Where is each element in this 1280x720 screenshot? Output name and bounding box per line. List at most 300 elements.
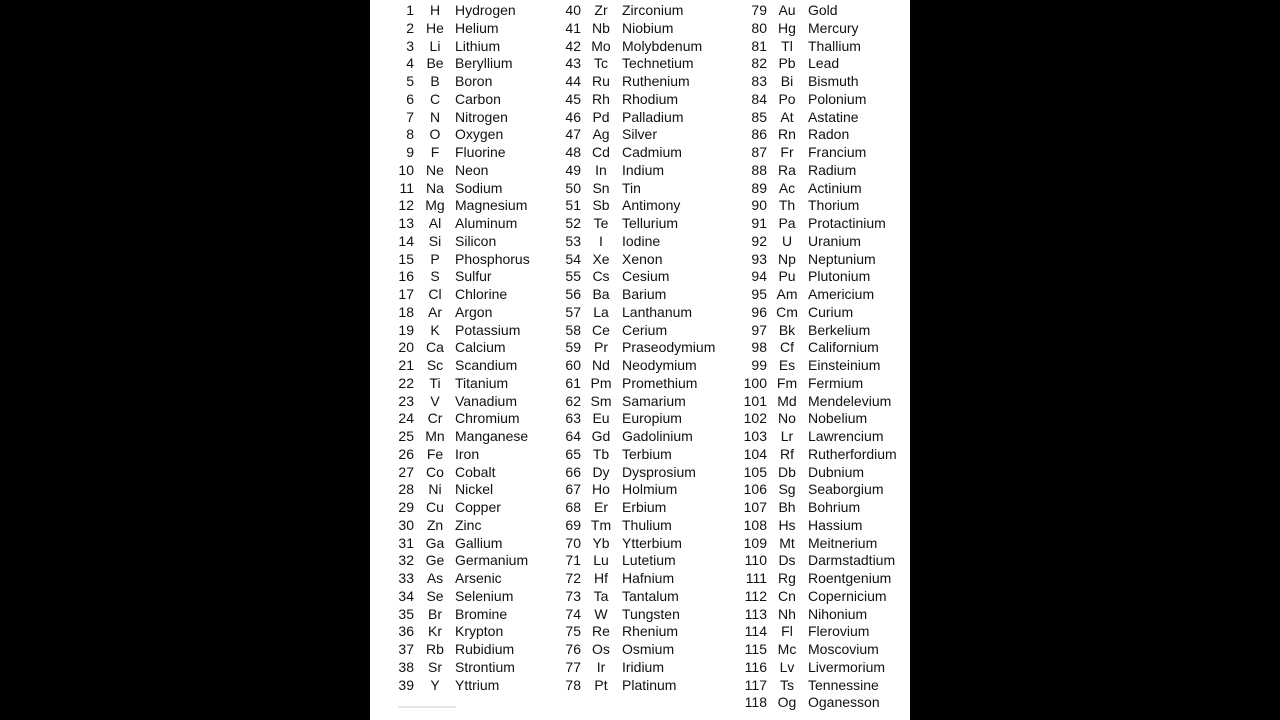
element-column-2 <box>538 2 728 694</box>
element-row <box>725 641 910 659</box>
element-name: Astatine <box>808 108 859 125</box>
element-row <box>538 20 728 38</box>
element-name: Niobium <box>622 19 674 36</box>
element-symbol: Cd <box>592 144 610 160</box>
element-row <box>370 180 550 198</box>
atomic-number: 62 <box>565 392 581 409</box>
element-name: Rhenium <box>622 623 679 640</box>
element-row <box>370 641 550 659</box>
element-symbol: Tl <box>781 37 793 54</box>
atomic-number: 44 <box>565 73 581 89</box>
atomic-number: 45 <box>565 90 581 107</box>
atomic-number: 69 <box>565 516 581 533</box>
element-row <box>538 375 728 393</box>
element-row <box>370 535 550 553</box>
element-row <box>370 428 550 446</box>
atomic-number: 39 <box>398 676 414 693</box>
element-row <box>725 286 910 304</box>
element-row <box>370 606 550 624</box>
atomic-number: 105 <box>743 463 767 480</box>
element-symbol: Yb <box>592 534 610 551</box>
element-name: Gadolinium <box>622 428 693 444</box>
atomic-number: 113 <box>744 605 767 622</box>
element-symbol: Pt <box>594 676 608 693</box>
element-name: Fermium <box>808 374 864 391</box>
element-row <box>725 428 910 446</box>
element-name: Germanium <box>455 552 529 569</box>
atomic-number: 28 <box>398 481 414 498</box>
atomic-number: 78 <box>565 676 581 693</box>
element-row <box>370 446 550 464</box>
element-name: Americium <box>808 286 875 302</box>
element-name: Praseodymium <box>622 339 716 356</box>
element-symbol: V <box>430 392 440 409</box>
element-row <box>725 38 910 56</box>
atomic-number: 66 <box>565 463 581 480</box>
atomic-number: 102 <box>743 410 767 427</box>
element-name: Copper <box>455 499 501 515</box>
element-symbol: Cl <box>428 286 442 302</box>
atomic-number: 15 <box>398 250 414 267</box>
atomic-number: 81 <box>751 37 767 54</box>
element-row <box>538 286 728 304</box>
element-symbol: Te <box>593 215 609 231</box>
atomic-number: 97 <box>751 321 767 338</box>
element-symbol: Og <box>777 694 797 711</box>
element-name: Thallium <box>808 37 861 54</box>
element-name: Titanium <box>455 374 509 391</box>
atomic-number: 80 <box>751 19 767 36</box>
atomic-number: 21 <box>398 357 414 373</box>
element-row <box>725 659 910 677</box>
element-name: Helium <box>455 19 499 36</box>
element-symbol: Rg <box>778 570 796 586</box>
element-row <box>538 410 728 428</box>
element-symbol: Bi <box>780 73 794 89</box>
element-row <box>538 570 728 588</box>
element-symbol: Ca <box>426 339 444 356</box>
element-row <box>725 517 910 535</box>
element-symbol: Ce <box>592 321 610 338</box>
element-symbol: Cn <box>778 587 796 604</box>
element-name: Potassium <box>455 321 521 338</box>
element-name: Sodium <box>455 179 503 196</box>
atomic-number: 8 <box>406 126 414 143</box>
element-row <box>370 677 550 695</box>
element-row <box>538 144 728 162</box>
element-name: Zinc <box>455 516 482 533</box>
element-symbol: Ti <box>429 374 441 391</box>
element-row <box>370 623 550 641</box>
element-row <box>370 588 550 606</box>
element-symbol: Mn <box>425 428 445 444</box>
atomic-number: 5 <box>406 73 414 89</box>
atomic-number: 52 <box>565 215 581 231</box>
atomic-number: 110 <box>744 552 767 569</box>
element-symbol: Fl <box>781 623 793 640</box>
element-name: Yttrium <box>455 676 500 693</box>
element-name: Palladium <box>622 108 684 125</box>
atomic-number: 24 <box>398 410 414 427</box>
element-name: Strontium <box>455 658 515 675</box>
element-symbol: Cu <box>426 499 444 515</box>
atomic-number: 98 <box>751 339 767 356</box>
element-symbol: S <box>430 268 440 285</box>
element-name: Zirconium <box>622 2 684 18</box>
element-symbol: Ba <box>592 286 610 302</box>
element-row <box>370 464 550 482</box>
element-name: Arsenic <box>455 570 502 586</box>
element-name: Xenon <box>622 250 663 267</box>
atomic-number: 23 <box>398 392 414 409</box>
element-row <box>725 357 910 375</box>
element-name: Rutherfordium <box>808 445 897 462</box>
element-name: Radium <box>808 161 857 178</box>
element-row <box>538 464 728 482</box>
element-name: Thulium <box>622 516 672 533</box>
atomic-number: 117 <box>744 676 767 693</box>
atomic-number: 41 <box>565 19 581 36</box>
atomic-number: 88 <box>751 161 767 178</box>
element-symbol: Mt <box>779 534 795 551</box>
atomic-number: 109 <box>743 534 767 551</box>
element-symbol: Th <box>778 197 796 214</box>
element-row <box>370 322 550 340</box>
atomic-number: 94 <box>751 268 767 285</box>
element-row <box>725 322 910 340</box>
element-name: Silicon <box>455 232 497 249</box>
element-symbol: Ne <box>426 161 444 178</box>
atomic-number: 73 <box>565 587 581 604</box>
element-name: Neon <box>455 161 489 178</box>
element-name: Nihonium <box>808 605 868 622</box>
element-symbol: Ds <box>778 552 796 569</box>
atomic-number: 10 <box>398 161 414 178</box>
element-symbol: Lr <box>780 428 794 444</box>
atomic-number: 17 <box>398 286 414 302</box>
atomic-number: 9 <box>406 144 414 160</box>
atomic-number: 89 <box>751 179 767 196</box>
element-name: Platinum <box>622 676 677 693</box>
atomic-number: 67 <box>565 481 581 498</box>
element-row <box>370 570 550 588</box>
element-name: Oxygen <box>455 126 504 143</box>
element-row <box>725 55 910 73</box>
element-name: Manganese <box>455 428 529 444</box>
element-name: Tin <box>622 179 641 196</box>
element-row <box>370 357 550 375</box>
element-name: Osmium <box>622 641 675 657</box>
faint-mark <box>398 706 456 708</box>
element-name: Dubnium <box>808 463 865 480</box>
atomic-number: 34 <box>398 587 414 604</box>
element-row <box>538 73 728 91</box>
element-row <box>538 2 728 20</box>
element-name: Seaborgium <box>808 481 884 498</box>
element-name: Roentgenium <box>808 570 892 586</box>
element-symbol: Br <box>428 605 442 622</box>
element-row <box>538 677 728 695</box>
element-name: Nitrogen <box>455 108 508 125</box>
element-row <box>538 126 728 144</box>
atomic-number: 112 <box>744 587 767 604</box>
atomic-number: 13 <box>398 215 414 231</box>
element-symbol: Pr <box>594 339 608 356</box>
atomic-number: 99 <box>751 357 767 373</box>
element-row <box>538 162 728 180</box>
element-row <box>538 91 728 109</box>
atomic-number: 38 <box>398 658 414 675</box>
element-name: Cesium <box>622 268 670 285</box>
element-symbol: Ge <box>425 552 445 569</box>
atomic-number: 118 <box>744 694 767 711</box>
atomic-number: 79 <box>751 2 767 18</box>
element-name: Tellurium <box>622 215 679 231</box>
element-list-page <box>370 0 910 720</box>
element-name: Barium <box>622 286 667 302</box>
element-symbol: Se <box>426 587 444 604</box>
element-symbol: F <box>430 144 440 160</box>
element-row <box>725 552 910 570</box>
element-name: Lead <box>808 55 840 72</box>
element-row <box>538 499 728 517</box>
element-column-3 <box>725 2 910 712</box>
atomic-number: 65 <box>565 445 581 462</box>
element-symbol: Eu <box>592 410 610 427</box>
element-symbol: Ts <box>780 676 794 693</box>
element-symbol: Na <box>426 179 444 196</box>
atomic-number: 107 <box>743 499 767 515</box>
element-name: Holmium <box>622 481 678 498</box>
atomic-number: 82 <box>751 55 767 72</box>
atomic-number: 64 <box>565 428 581 444</box>
element-symbol: Cf <box>780 339 794 356</box>
element-name: Rubidium <box>455 641 515 657</box>
element-row <box>370 109 550 127</box>
element-name: Scandium <box>455 357 518 373</box>
element-symbol: Gd <box>591 428 611 444</box>
atomic-number: 77 <box>565 658 581 675</box>
element-name: Tantalum <box>622 587 679 604</box>
atomic-number: 106 <box>743 481 767 498</box>
element-symbol: Xe <box>592 250 610 267</box>
element-symbol: Sg <box>778 481 796 498</box>
element-row <box>538 38 728 56</box>
atomic-number: 1 <box>406 2 414 18</box>
element-symbol: Os <box>592 641 610 657</box>
atomic-number: 42 <box>565 37 581 54</box>
element-name: Chlorine <box>455 286 508 302</box>
element-name: Phosphorus <box>455 250 530 267</box>
element-name: Magnesium <box>455 197 528 214</box>
element-row <box>538 641 728 659</box>
element-symbol: Co <box>426 463 444 480</box>
element-symbol: Mc <box>777 641 797 657</box>
element-row <box>370 251 550 269</box>
element-symbol: Y <box>430 676 440 693</box>
atomic-number: 31 <box>398 534 414 551</box>
element-row <box>370 304 550 322</box>
element-row <box>725 464 910 482</box>
element-row <box>725 606 910 624</box>
element-name: Lutetium <box>622 552 676 569</box>
element-name: Chromium <box>455 410 520 427</box>
element-symbol: Sc <box>426 357 444 373</box>
element-name: Lawrencium <box>808 428 884 444</box>
atomic-number: 46 <box>565 108 581 125</box>
element-row <box>725 233 910 251</box>
element-row <box>538 446 728 464</box>
element-name: Vanadium <box>455 392 518 409</box>
element-name: Sulfur <box>455 268 492 285</box>
atomic-number: 51 <box>565 197 581 214</box>
element-name: Curium <box>808 303 854 320</box>
element-symbol: H <box>429 2 441 18</box>
element-symbol: Hf <box>594 570 608 586</box>
element-row <box>538 393 728 411</box>
element-symbol: Ni <box>428 481 442 498</box>
element-symbol: Ru <box>592 73 610 89</box>
element-row <box>538 304 728 322</box>
atomic-number: 50 <box>565 179 581 196</box>
element-symbol: Ac <box>778 179 796 196</box>
element-name: Cadmium <box>622 144 682 160</box>
element-row <box>538 481 728 499</box>
element-symbol: Ir <box>596 658 606 675</box>
element-name: Lithium <box>455 37 501 54</box>
atomic-number: 108 <box>743 516 767 533</box>
atomic-number: 54 <box>565 250 581 267</box>
atomic-number: 85 <box>751 108 767 125</box>
element-name: Bromine <box>455 605 508 622</box>
element-symbol: Zn <box>426 516 444 533</box>
atomic-number: 104 <box>743 445 767 462</box>
atomic-number: 7 <box>406 108 414 125</box>
element-row <box>725 623 910 641</box>
element-symbol: As <box>426 570 444 586</box>
element-symbol: Es <box>778 357 796 373</box>
element-name: Technetium <box>622 55 694 72</box>
element-symbol: P <box>430 250 440 267</box>
atomic-number: 87 <box>751 144 767 160</box>
element-symbol: Zr <box>594 2 608 18</box>
atomic-number: 111 <box>745 570 767 586</box>
atomic-number: 36 <box>398 623 414 640</box>
element-symbol: Bk <box>778 321 796 338</box>
atomic-number: 32 <box>398 552 414 569</box>
element-name: Nickel <box>455 481 494 498</box>
element-row <box>538 428 728 446</box>
element-name: Livermorium <box>808 658 886 675</box>
element-symbol: Hs <box>778 516 796 533</box>
element-row <box>538 606 728 624</box>
element-row <box>725 73 910 91</box>
element-row <box>725 499 910 517</box>
atomic-number: 95 <box>751 286 767 302</box>
element-row <box>538 535 728 553</box>
element-row <box>725 144 910 162</box>
element-name: Ruthenium <box>622 73 690 89</box>
element-name: Hydrogen <box>455 2 516 18</box>
element-name: Erbium <box>622 499 667 515</box>
element-name: Boron <box>455 73 493 89</box>
element-symbol: Pa <box>778 215 796 231</box>
element-name: Mendelevium <box>808 392 892 409</box>
element-row <box>370 339 550 357</box>
element-symbol: I <box>599 232 603 249</box>
element-row <box>370 55 550 73</box>
element-name: Terbium <box>622 445 672 462</box>
element-name: Promethium <box>622 374 698 391</box>
element-symbol: Pb <box>778 55 796 72</box>
element-symbol: Ar <box>428 303 442 320</box>
element-symbol: Db <box>778 463 796 480</box>
element-name: Protactinium <box>808 215 886 231</box>
atomic-number: 29 <box>398 499 414 515</box>
element-row <box>538 588 728 606</box>
element-row <box>725 215 910 233</box>
element-name: Lanthanum <box>622 303 693 320</box>
element-symbol: Lu <box>593 552 609 569</box>
element-row <box>538 197 728 215</box>
element-row <box>725 197 910 215</box>
element-name: Mercury <box>808 19 859 36</box>
element-row <box>370 375 550 393</box>
atomic-number: 86 <box>751 126 767 143</box>
element-symbol: Sn <box>592 179 610 196</box>
element-column-1 <box>370 2 550 694</box>
atomic-number: 20 <box>398 339 414 356</box>
element-row <box>370 517 550 535</box>
element-row <box>725 109 910 127</box>
element-row <box>370 659 550 677</box>
atomic-number: 30 <box>398 516 414 533</box>
element-symbol: K <box>430 321 440 338</box>
atomic-number: 90 <box>751 197 767 214</box>
element-symbol: Tc <box>594 55 608 72</box>
element-symbol: Rn <box>778 126 796 143</box>
element-symbol: Cs <box>592 268 610 285</box>
atomic-number: 4 <box>406 55 414 72</box>
element-name: Cerium <box>622 321 668 338</box>
element-row <box>370 2 550 20</box>
element-name: Neodymium <box>622 357 697 373</box>
element-name: Radon <box>808 126 850 143</box>
element-symbol: Ag <box>592 126 610 143</box>
atomic-number: 47 <box>565 126 581 143</box>
element-row <box>370 268 550 286</box>
atomic-number: 26 <box>398 445 414 462</box>
element-row <box>725 535 910 553</box>
atomic-number: 55 <box>565 268 581 285</box>
element-name: Rhodium <box>622 90 679 107</box>
element-name: Carbon <box>455 90 501 107</box>
element-row <box>725 481 910 499</box>
atomic-number: 115 <box>744 641 767 657</box>
atomic-number: 3 <box>406 37 414 54</box>
element-name: Ytterbium <box>622 534 682 551</box>
element-row <box>538 180 728 198</box>
atomic-number: 59 <box>565 339 581 356</box>
element-row <box>538 233 728 251</box>
element-name: Cobalt <box>455 463 496 480</box>
atomic-number: 35 <box>398 605 414 622</box>
element-symbol: Ho <box>592 481 610 498</box>
element-row <box>370 286 550 304</box>
element-name: Argon <box>455 303 493 320</box>
atomic-number: 18 <box>398 303 414 320</box>
element-symbol: Mo <box>591 37 611 54</box>
